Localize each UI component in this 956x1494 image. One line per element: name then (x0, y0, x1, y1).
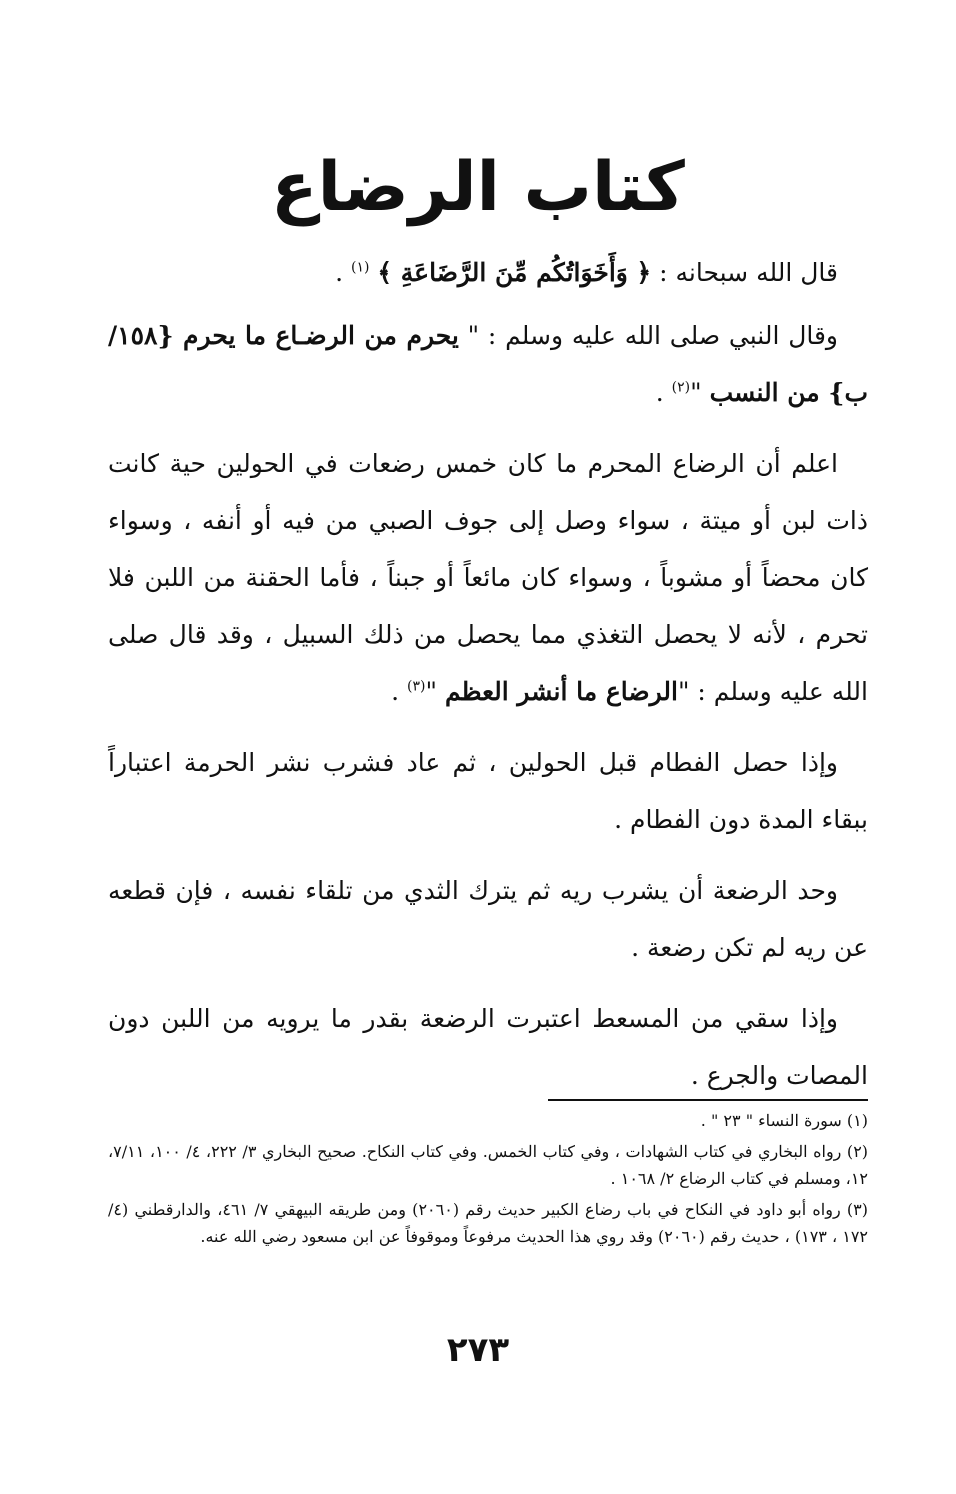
footnote-separator (548, 1099, 868, 1101)
footnote-marker-2: (٢) (671, 379, 691, 396)
footnote-marker-1: (١) (350, 259, 370, 276)
footnotes (108, 1107, 868, 1254)
hadith-text: الرضاع ما أنشر العظم (444, 677, 678, 706)
paragraph-quran-verse (108, 244, 868, 301)
period: . (391, 677, 408, 706)
chapter-title: كتاب الرضاع (271, 148, 685, 227)
ruling-text: اعلم أن الرضاع المحرم ما كان خمس رضعات في الحولين حية كانت ذات لبن أو ميتة ، سواء وصل إلى جوف الصبي من فيه أو أنفه ، وسواء كان محضاً أو مشوباً ، وسواء كان مائعاً أو جبناً ، فأما الحقنة من اللبن فلا تحرم ، لأنه لا يحصل التغذي مما يحصل من ذلك السبيل ، وقد قال صلى الله عليه وسلم : " (108, 449, 868, 706)
verse-intro: قال الله سبحانه : (651, 258, 838, 287)
paragraph-hadith-1 (108, 307, 868, 421)
paragraph-weaning: وإذا حصل الفطام قبل الحولين ، ثم عاد فشرب نشر الحرمة اعتباراً ببقاء المدة دون الفطام . (108, 748, 868, 834)
footnote-2: (٢) رواه البخاري في كتاب الشهادات ، وفي كتاب الخمس. وفي كتاب النكاح. صحيح البخاري ٣/ ٢٢٢، ٤/ ١٠٠، ٧/١١، ١٢، ومسلم في كتاب الرضاع ٢/ ١٠٦٨ . (108, 1142, 869, 1188)
footnote-1: (١) سورة النساء " ٢٣ " . (700, 1111, 868, 1130)
hadith-text: يحرم من الرضـاع ما يحرم {١٥٨/ ب} من النسب (108, 321, 868, 407)
paragraph-ruling (108, 435, 868, 720)
main-text (108, 244, 868, 1118)
hadith-intro: وقال النبي صلى الله عليه وسلم : " (458, 321, 838, 350)
footnote-marker-3: (٣) (407, 678, 426, 695)
footnote-3: (٣) رواه أبو داود في النكاح في باب رضاع الكبير حديث رقم (٢٠٦٠) ومن طريقه البيهقي ٧/ ٤٦١، والدارقطني (٤/ ١٧٢ ، ١٧٣) ، حديث رقم (٢٠٦٠) وقد روي هذا الحديث مرفوعاً وموقوفاً عن ابن مسعود رضي الله عنه. (108, 1200, 869, 1246)
period: . (335, 258, 351, 287)
hadith-quote-end: " (690, 378, 710, 407)
paragraph-nasal-feeding: وإذا سقي من المسعط اعتبرت الرضعة بقدر ما يرويه من اللبن دون المصات والجرع . (108, 1004, 868, 1090)
quran-verse: ﴿ وَأَخَوَاتُكُم مِّنَ الرَّضَاعَةِ ﴾ (377, 258, 652, 287)
period: . (655, 378, 672, 407)
paragraph-feeding-definition: وحد الرضعة أن يشرب ريه ثم يترك الثدي من تلقاء نفسه ، فإن قطعه عن ريه لم تكن رضعة . (108, 876, 868, 962)
page-number: ٢٧٣ (446, 1330, 510, 1370)
hadith-quote-end: " (425, 677, 445, 706)
